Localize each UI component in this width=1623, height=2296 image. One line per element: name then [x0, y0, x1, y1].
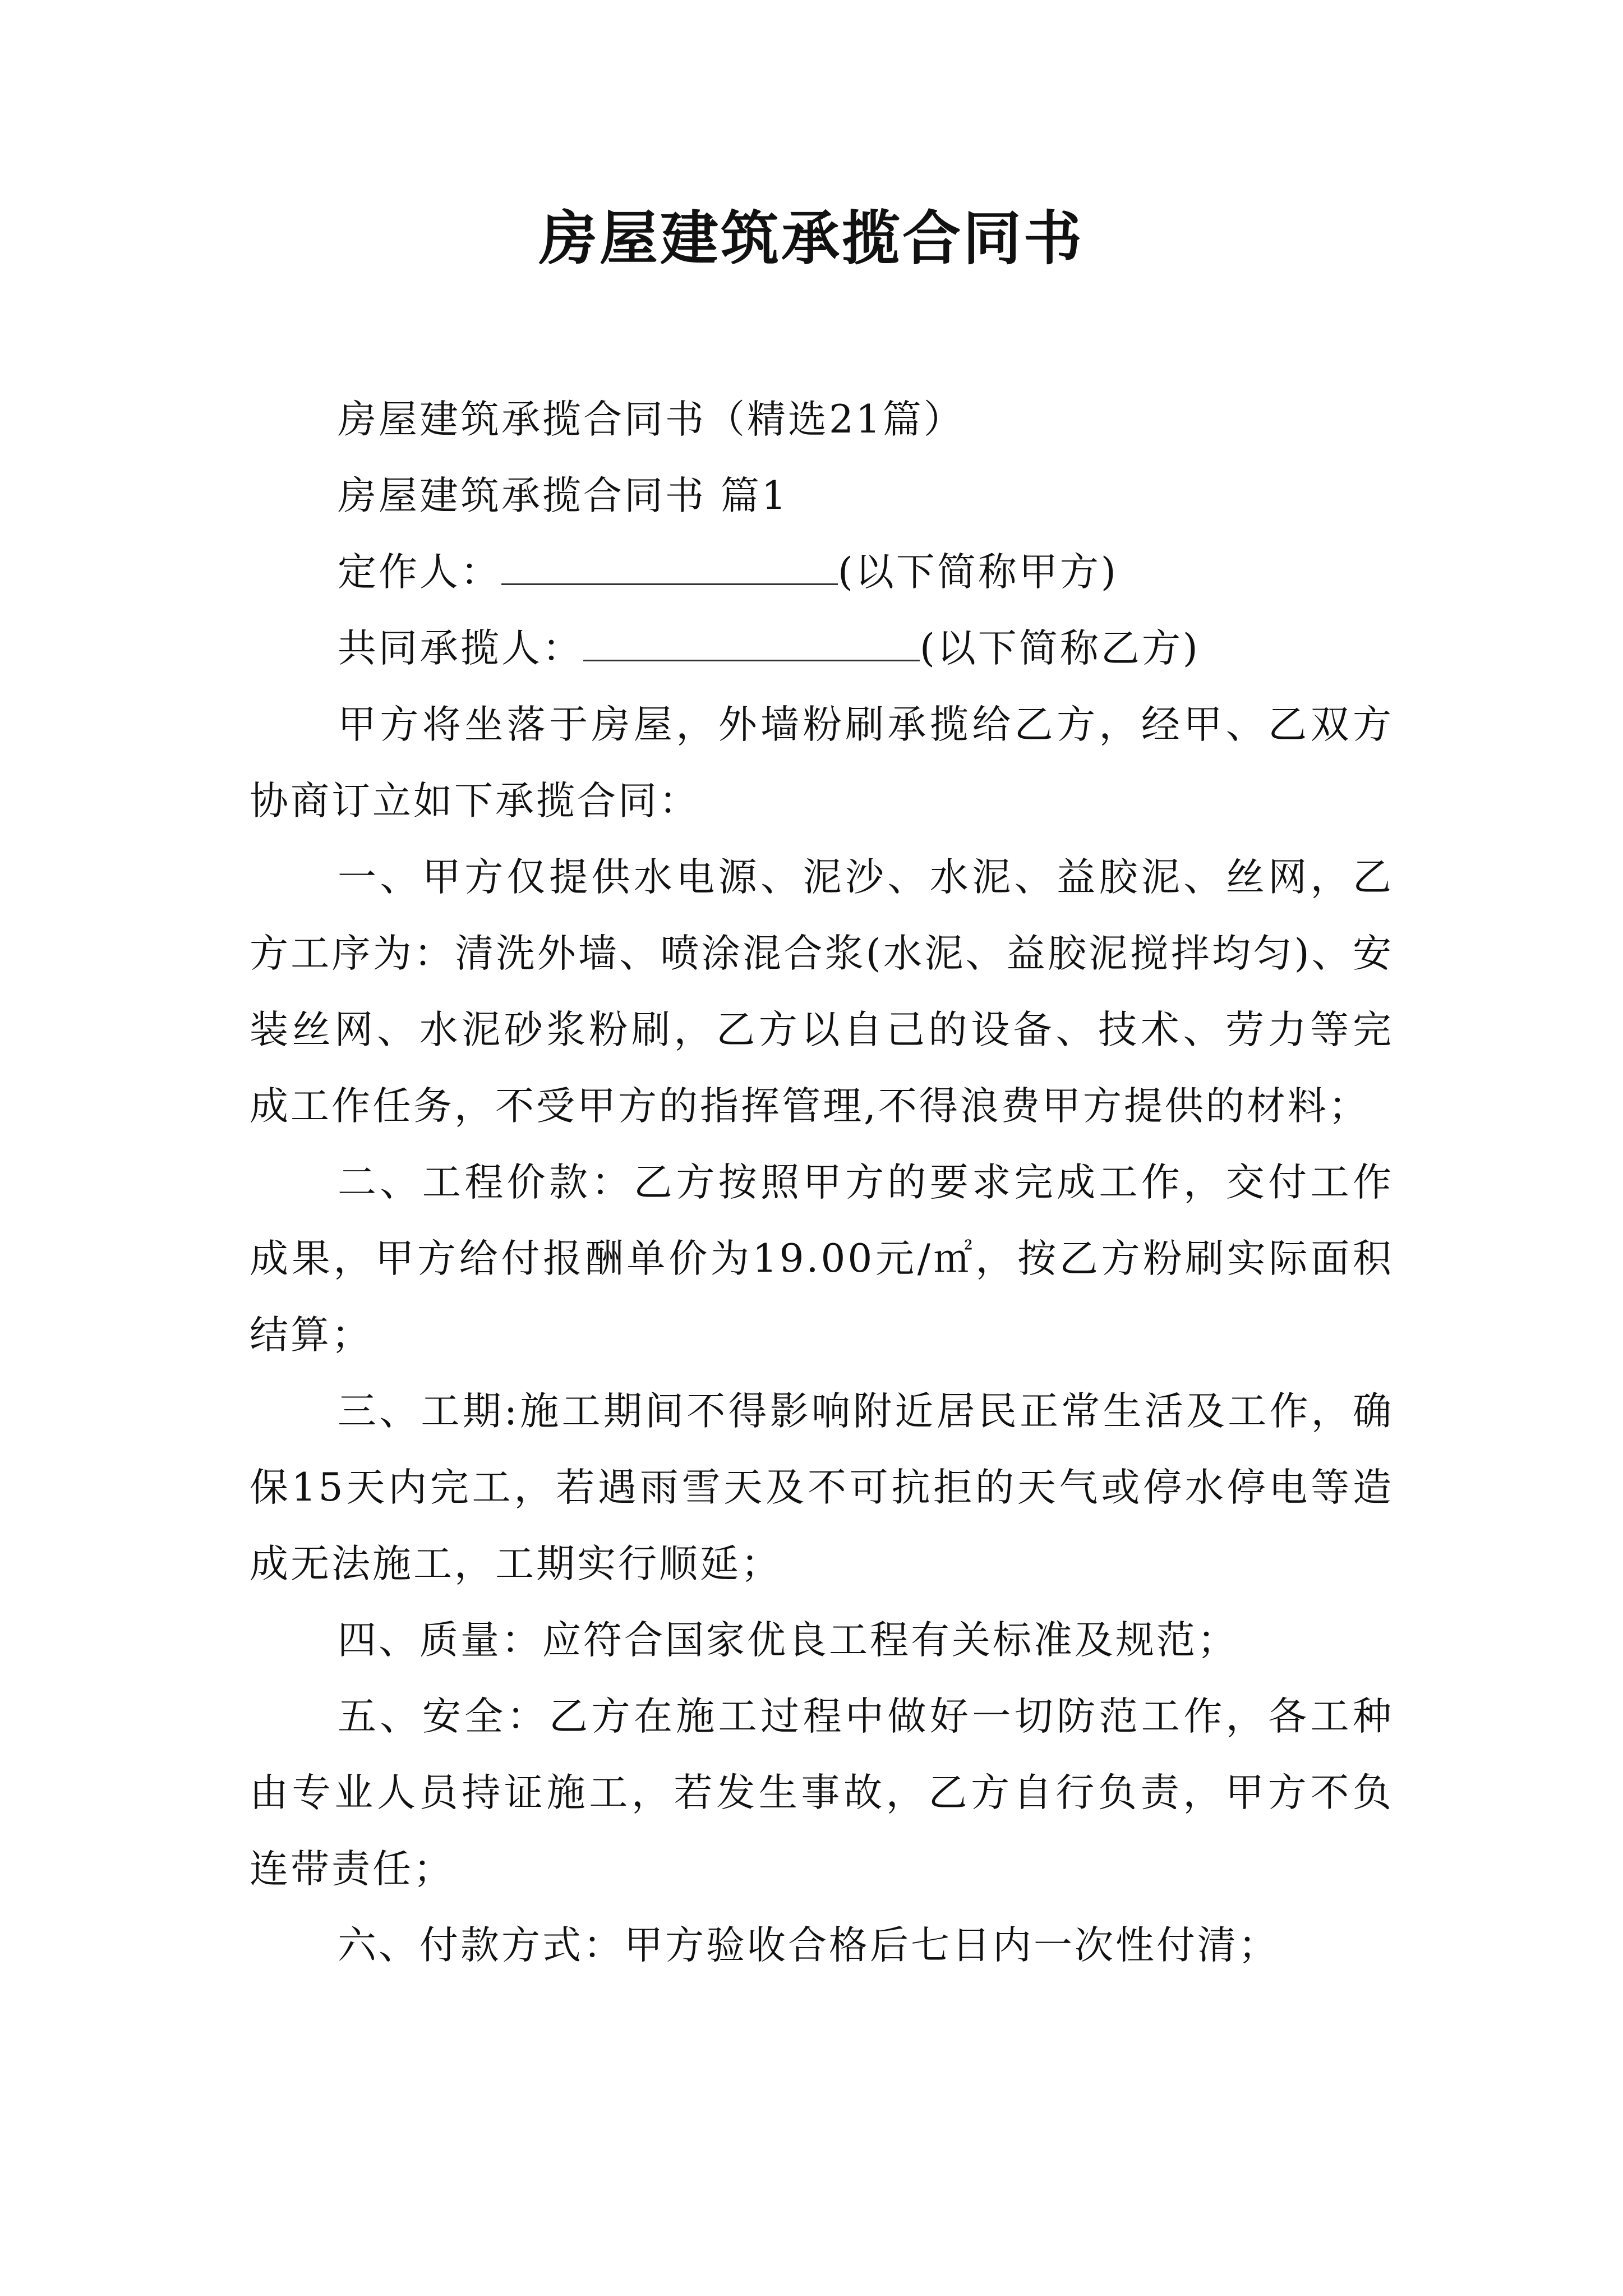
intro-paragraph: 甲方将坐落于房屋，外墙粉刷承揽给乙方，经甲、乙双方协商订立如下承揽合同：: [250, 702, 1394, 823]
party-b-label: 共同承揽人：: [338, 626, 583, 671]
clause-4: 四、质量：应符合国家优良工程有关标准及规范；: [338, 1618, 1238, 1663]
clause-2: 二、工程价款：乙方按照甲方的要求完成工作，交付工作成果，甲方给付报酬单价为19.00元/㎡，按乙方粉刷实际面积结算；: [250, 1160, 1394, 1358]
clause-1: 一、甲方仅提供水电源、泥沙、水泥、益胶泥、丝网，乙方工序为：清洗外墙、喷涂混合浆(水泥、益胶泥搅拌均匀)、安装丝网、水泥砂浆粉刷，乙方以自己的设备、技术、劳力等完成工作任务，不受甲方的指挥管理,不得浪费甲方提供的材料；: [250, 855, 1394, 1129]
party-a-label: 定作人：: [338, 550, 501, 595]
party-a-line: [250, 534, 1394, 610]
section-heading: 房屋建筑承揽合同书 篇1: [338, 473, 789, 518]
party-a-suffix: (以下简称甲方): [838, 550, 1118, 595]
party-b-line: [250, 610, 1394, 687]
document-body: [250, 381, 1394, 1984]
clause-5: 五、安全：乙方在施工过程中做好一切防范工作，各工种由专业人员持证施工，若发生事故，乙方自行负责，甲方不负连带责任；: [250, 1694, 1394, 1892]
clause-6: 六、付款方式：甲方验收合格后七日内一次性付清；: [338, 1923, 1279, 1968]
document-subtitle: 房屋建筑承揽合同书（精选21篇）: [338, 397, 965, 442]
document-title: 房屋建筑承揽合同书: [538, 204, 1084, 273]
clause-3: 三、工期:施工期间不得影响附近居民正常生活及工作，确保15天内完工，若遇雨雪天及不可抗拒的天气或停水停电等造成无法施工，工期实行顺延；: [250, 1389, 1394, 1586]
party-b-suffix: (以下简称乙方): [920, 626, 1200, 671]
party-b-blank: [583, 626, 920, 661]
party-a-blank: [501, 550, 838, 585]
